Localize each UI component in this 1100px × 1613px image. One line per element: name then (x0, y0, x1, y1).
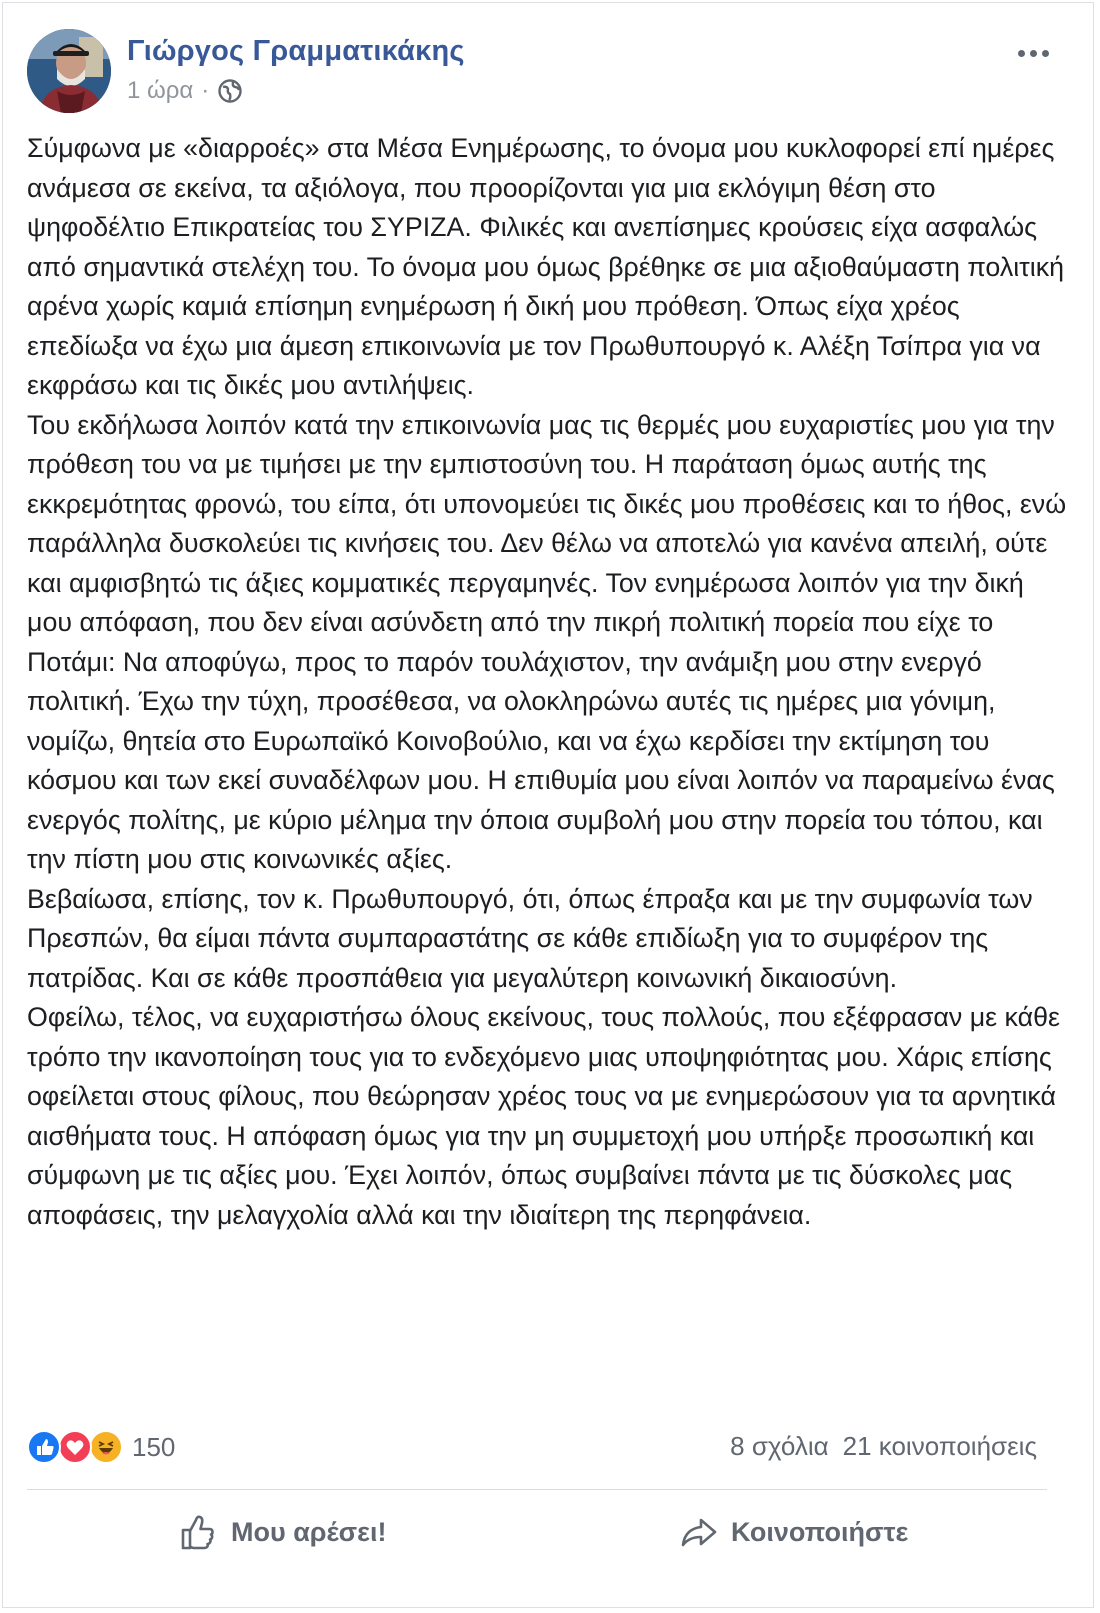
like-button[interactable] (179, 1509, 386, 1555)
shares-count[interactable]: 21 κοινοποιήσεις (842, 1431, 1037, 1461)
like-button-label: Μου αρέσει! (231, 1516, 387, 1547)
love-icon[interactable] (58, 1430, 92, 1464)
reaction-count[interactable]: 150 (132, 1431, 176, 1462)
post-card (2, 2, 1094, 1608)
more-options-icon[interactable] (1013, 43, 1053, 63)
post-paragraph: Βεβαίωσα, επίσης, τον κ. Πρωθυπουργό, ότι, όπως έπραξα και με την συμφωνία των Πρεσπών, θα είμαι πάντα συμπαραστάτης σε κάθε επιδίωξη για το συμφέρον της πατρίδας. Και σε κάθε προσπάθεια για μεγαλύτερη κοινωνική δικαιοσύνη. (27, 883, 1033, 993)
post-paragraph: Του εκδήλωσα λοιπόν κατά την επικοινωνία μας τις θερμές μου ευχαριστίες μου για την πρόθεση του να με τιμήσει με την εμπιστοσύνη του. Η παράταση όμως αυτής της εκκρεμότητας φρονώ, του είπα, ότι υπονομεύει τις δικές μου προθέσεις και το ήθος, ενώ παράλληλα δυσκολεύει τις κινήσεις του. Δεν θέλω να αποτελώ για κανένα απειλή, ούτε και αμφισβητώ τις άξιες κομματικές περγαμηνές. Τον ενημέρωσα λοιπόν για την δική μου απόφαση, που δεν είναι ασύνδετη από την πικρή πολιτική πορεία που είχε το Ποτάμι: Να αποφύγω, προς το παρόν τουλάχιστον, την ανάμιξη μου στην ενεργό πολιτική. Έχω την τύχη, προσέθεσα, να ολοκληρώνω αυτές τις ημέρες μια γόνιμη, νομίζω, θητεία στο Ευρωπαϊκό Κοινοβούλιο, και να έχω κερδίσει την εκτίμηση του κόσμου και των εκεί συναδέλφων μου. Η επιθυμία μου είναι λοιπόν να παραμείνω ένας ενεργός πολίτης, με κύριο μέλημα την όποια συμβολή μου στην πορεία του τόπου, και την πίστη μου στις κοινωνικές αξίες. (27, 409, 1067, 874)
meta-separator: · (201, 77, 210, 104)
share-arrow-icon (679, 1512, 719, 1552)
post-paragraph: Οφείλω, τέλος, να ευχαριστήσω όλους εκείνους, τους πολλούς, που εξέφρασαν με κάθε τρόπο την ικανοποίηση τους για το ενδεχόμενο μιας υποψηφιότητας μου. Χάρις επίσης οφείλεται στους φίλους, που θεώρησαν χρέος τους να με ενημερώσουν για τα αρνητικά αισθήματα τους. Η απόφαση όμως για την μη συμμετοχή μου υπήρξε προσωπική και σύμφωνη με τις αξίες μου. Έχει λοιπόν, όπως συμβαίνει πάντα με τις δύσκολες μας αποφάσεις, την μελαγχολία αλλά και την ιδιαίτερη της περηφάνεια. (27, 1002, 1060, 1230)
post-time[interactable]: 1 ώρα (127, 77, 194, 104)
share-button[interactable] (679, 1509, 908, 1555)
globe-icon[interactable] (217, 78, 243, 104)
share-button-label: Κοινοποιήστε (731, 1516, 909, 1547)
author-name[interactable]: Γιώργος Γραμματικάκης (127, 35, 465, 67)
post-meta (127, 77, 243, 105)
haha-icon[interactable] (89, 1430, 123, 1464)
avatar-image (27, 29, 111, 113)
engagement-counts (730, 1431, 1037, 1462)
post-paragraph: Σύμφωνα με «διαρροές» στα Μέσα Ενημέρωσης, το όνομα μου κυκλοφορεί επί ημέρες ανάμεσα σε εκείνα, τα αξιόλογα, που προορίζονται για μια εκλόγιμη θέση στο ψηφοδέλτιο Επικρατείας του ΣΥΡΙΖΑ. Φιλικές και ανεπίσημες κρούσεις είχα ασφαλώς από σημαντικά στελέχη του. Το όνομα μου όμως βρέθηκε σε μια αξιοθαύμαστη πολιτική αρένα χωρίς καμιά επίσημη ενημέρωση ή δική μου πρόθεση. Όπως είχα χρέος επεδίωξα να έχω μια άμεση επικοινωνία με τον Πρωθυπουργό κ. Αλέξη Τσίπρα για να εκφράσω και τις δικές μου αντιλήψεις. (27, 133, 1065, 400)
post-text (27, 129, 1067, 1235)
post-header (27, 29, 1077, 119)
comments-count[interactable]: 8 σχόλια (730, 1431, 829, 1461)
divider (27, 1489, 1047, 1490)
thumbs-up-icon (179, 1512, 219, 1552)
avatar[interactable] (27, 29, 111, 113)
reactions-summary[interactable] (27, 1427, 175, 1467)
like-icon[interactable] (27, 1430, 61, 1464)
